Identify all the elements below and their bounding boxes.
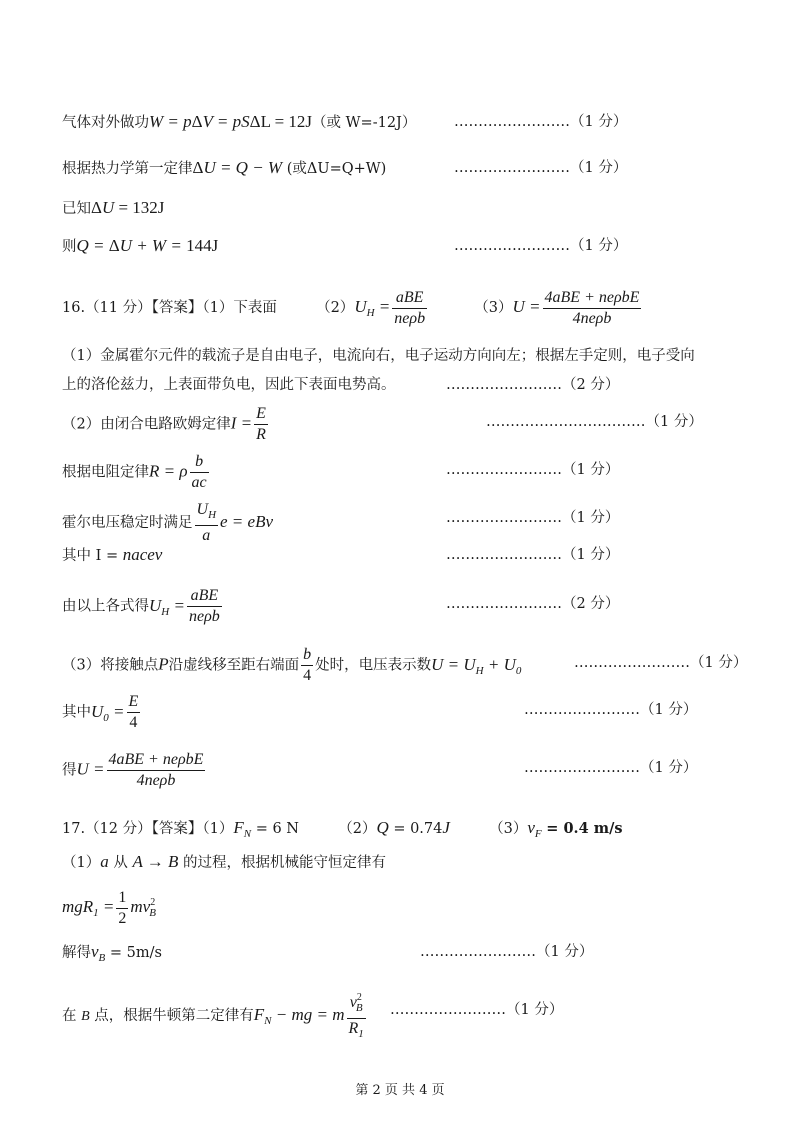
q17-newton-den: $R_1$ — [348, 1020, 364, 1040]
q17-half-den: 2 — [118, 909, 127, 927]
q16-combine-formula: $U_H$ = — [149, 595, 185, 618]
work-formula: W = pΔV = pSΔL = 12J — [149, 112, 313, 131]
q16-part3-text-b: 沿虚线移至距右端面 — [168, 657, 300, 674]
heat-text: 则 — [62, 239, 77, 255]
q17-q: Q — [376, 818, 389, 837]
q16-quarter-fraction — [301, 645, 313, 686]
score-2: ……………………（1 分） — [454, 160, 628, 176]
q16-resist-num: b — [190, 452, 209, 473]
q16-quarter-num: b — [301, 645, 313, 666]
q17-part2: （2） — [338, 821, 377, 837]
score-16h: ……………………（1 分） — [524, 702, 698, 718]
q16-hall-fraction — [195, 500, 219, 546]
heat-line — [62, 236, 218, 257]
q17-energy-rhs: $mv^2_B$ — [130, 897, 156, 919]
q17-newton-text-b: 点，根据牛顿第二定律有 — [94, 1008, 254, 1024]
q16-ohm-den: R — [256, 426, 266, 443]
q16-combine-den: neρb — [188, 608, 220, 625]
q17-newton-lhs: $F_N$ − mg = m — [253, 1005, 345, 1027]
q17-vb-line — [62, 942, 162, 968]
q17-energy-line — [62, 884, 156, 932]
score-16i: ……………………（1 分） — [524, 760, 698, 776]
q16-part3-text-c: 处时，电压表示数 — [315, 657, 432, 674]
q16-u-den: 4neρb — [572, 309, 612, 327]
score-17a: ……………………（1 分） — [420, 944, 594, 960]
work-text: 气体对外做功 — [62, 115, 149, 131]
q16-ohm-num: E — [254, 404, 268, 425]
q17-newton-line — [62, 988, 368, 1044]
q16-current-value: nacev — [122, 545, 163, 564]
q16-explain-2: 上的洛伦兹力，上表面带负电，因此下表面电势高。 — [62, 377, 396, 393]
q16-part1: （1）下表面 — [202, 300, 277, 316]
q16-u0-text: 其中 — [62, 704, 91, 721]
q16-result-line — [62, 750, 207, 791]
q16-resist-text: 根据电阻定律 — [62, 464, 149, 481]
q16-ohm-line — [62, 404, 270, 445]
q16-header — [62, 284, 643, 336]
q17-title: 17.（12 分）【答案】 — [62, 821, 203, 837]
q16-combine-fraction — [187, 586, 222, 627]
work-eq: = pS — [216, 112, 250, 131]
first-law-formula: ΔU = Q − W — [192, 158, 283, 177]
q16-resist-den: ac — [191, 474, 207, 491]
q16-ohm-formula: I = — [230, 413, 253, 433]
q16-u0-num: E — [127, 692, 141, 713]
q16-title: 16.（11 分）【答案】 — [62, 300, 203, 316]
q16-u0-formula: $U_0$ = — [91, 701, 125, 724]
q16-uh-fraction — [392, 288, 427, 329]
q17-vf: $v_F$ — [527, 818, 542, 840]
q17-newton-text-a: 在 — [62, 1008, 77, 1024]
q16-u0-den: 4 — [129, 714, 138, 731]
q16-u-num: 4aBE + neρbE — [543, 288, 642, 309]
q17-fn-value: = 6 N — [255, 821, 299, 837]
heat-formula: Q = ΔU + W = 144J — [76, 236, 219, 255]
first-law-note: (或ΔU=Q+W) — [286, 161, 387, 177]
first-law-text: 根据热力学第一定律 — [62, 161, 193, 177]
score-16a: ……………………（2 分） — [446, 377, 620, 393]
q16-uh-den: neρb — [394, 309, 426, 327]
q16-uh-formula: $U_H$ = — [354, 297, 391, 319]
score-16f: ……………………（2 分） — [446, 596, 620, 612]
q16-combine-text: 由以上各式得 — [62, 598, 149, 615]
q16-hall-formula: e = eBv — [220, 512, 274, 531]
q17-point-b: B — [81, 1009, 90, 1024]
q16-result-num: 4aBE + neρbE — [107, 750, 206, 771]
q16-hall-den: a — [202, 527, 211, 544]
q17-q-unit: J — [442, 818, 450, 837]
q17-vb-symbol: $v_B$ — [91, 942, 106, 964]
q16-ohm-fraction — [254, 404, 268, 445]
q16-part2: （2） — [316, 300, 355, 316]
q17-newton-num: $v^2_B$ — [347, 988, 366, 1019]
known-formula: ΔU = 132J — [91, 198, 165, 217]
q16-current-line — [62, 545, 162, 566]
q16-explain-1: （1）金属霍尔元件的载流子是自由电子，电流向右，电子运动方向向左；根据左手定则，电子受向 — [62, 348, 695, 364]
q16-result-den: 4neρb — [136, 772, 176, 789]
q17-q-value: = 0.74 — [393, 821, 443, 837]
score-17b: ……………………（1 分） — [390, 1002, 564, 1018]
score-16g: ……………………（1 分） — [574, 655, 748, 671]
q16-hall-line — [62, 500, 273, 546]
q16-resist-line — [62, 452, 211, 493]
work-line — [62, 112, 416, 133]
q16-combine-num: aBE — [187, 586, 222, 607]
work-delta: ΔL = 12J — [249, 112, 313, 131]
q17-vf-value: = 0.4 m/s — [546, 820, 623, 837]
q17-header — [62, 818, 623, 844]
q16-voltage-formula: $U = U_H + U_0$ — [431, 654, 522, 677]
q17-part3: （3） — [489, 821, 528, 837]
q16-u0-line — [62, 692, 142, 736]
q17-part1: （1） — [202, 821, 234, 837]
q17-half-num: 1 — [116, 888, 128, 909]
q16-part3-line — [62, 645, 521, 689]
score-4: ……………………（1 分） — [454, 238, 628, 254]
known-line — [62, 198, 164, 219]
first-law-line — [62, 158, 386, 179]
q17-half-fraction — [116, 888, 128, 929]
q16-resist-formula: R = ρ — [149, 461, 188, 481]
q16-part3-text-a: （3）将接触点 — [62, 657, 159, 674]
known-text: 已知 — [62, 201, 91, 217]
q16-part3: （3） — [474, 300, 513, 316]
q16-quarter-den: 4 — [303, 667, 312, 684]
score-1: ……………………（1 分） — [454, 114, 628, 130]
score-16e: ……………………（1 分） — [446, 547, 620, 563]
q16-point-p: P — [158, 654, 169, 674]
q17-vb-text: 解得 — [62, 945, 91, 961]
q16-result-formula: U = — [76, 759, 105, 779]
q16-u-fraction — [543, 288, 642, 329]
q16-u0-fraction — [127, 692, 141, 733]
q17-from: 从 — [113, 855, 128, 871]
q17-vb-value: = 5m/s — [109, 945, 162, 961]
score-16c: ……………………（1 分） — [446, 462, 620, 478]
q16-result-fraction — [107, 750, 206, 791]
q16-current-text: 其中 I = — [62, 548, 119, 564]
q17-ab: A → B — [132, 852, 179, 871]
q16-ohm-text: （2）由闭合电路欧姆定律 — [62, 416, 231, 433]
work-note: （或 W=-12J） — [312, 115, 417, 131]
q17-explain-1b: 的过程，根据机械能守恒定律有 — [183, 855, 387, 871]
q17-newton-fraction — [347, 988, 366, 1044]
score-16d: ……………………（1 分） — [446, 510, 620, 526]
q17-explain-1 — [62, 852, 386, 873]
q17-fn: $F_N$ — [233, 818, 252, 840]
q17-explain-1a: （1） — [62, 855, 101, 871]
q16-resist-fraction — [190, 452, 209, 493]
q16-hall-text: 霍尔电压稳定时满足 — [62, 515, 193, 531]
heat-value: 144J — [186, 236, 219, 255]
page-footer: 第 2 页 共 4 页 — [355, 1083, 445, 1098]
q16-hall-num: $U_H$ — [195, 500, 219, 526]
q17-energy-lhs: mgR$_1$ = — [62, 897, 115, 919]
q16-uh-num: aBE — [392, 288, 427, 309]
score-16b: ……………………………（1 分） — [486, 414, 703, 430]
q16-combine-line — [62, 586, 224, 630]
q17-a: a — [100, 852, 109, 871]
q16-u-formula: U = — [512, 297, 541, 316]
known-value: = 132J — [118, 198, 165, 217]
q16-result-text: 得 — [62, 762, 77, 779]
